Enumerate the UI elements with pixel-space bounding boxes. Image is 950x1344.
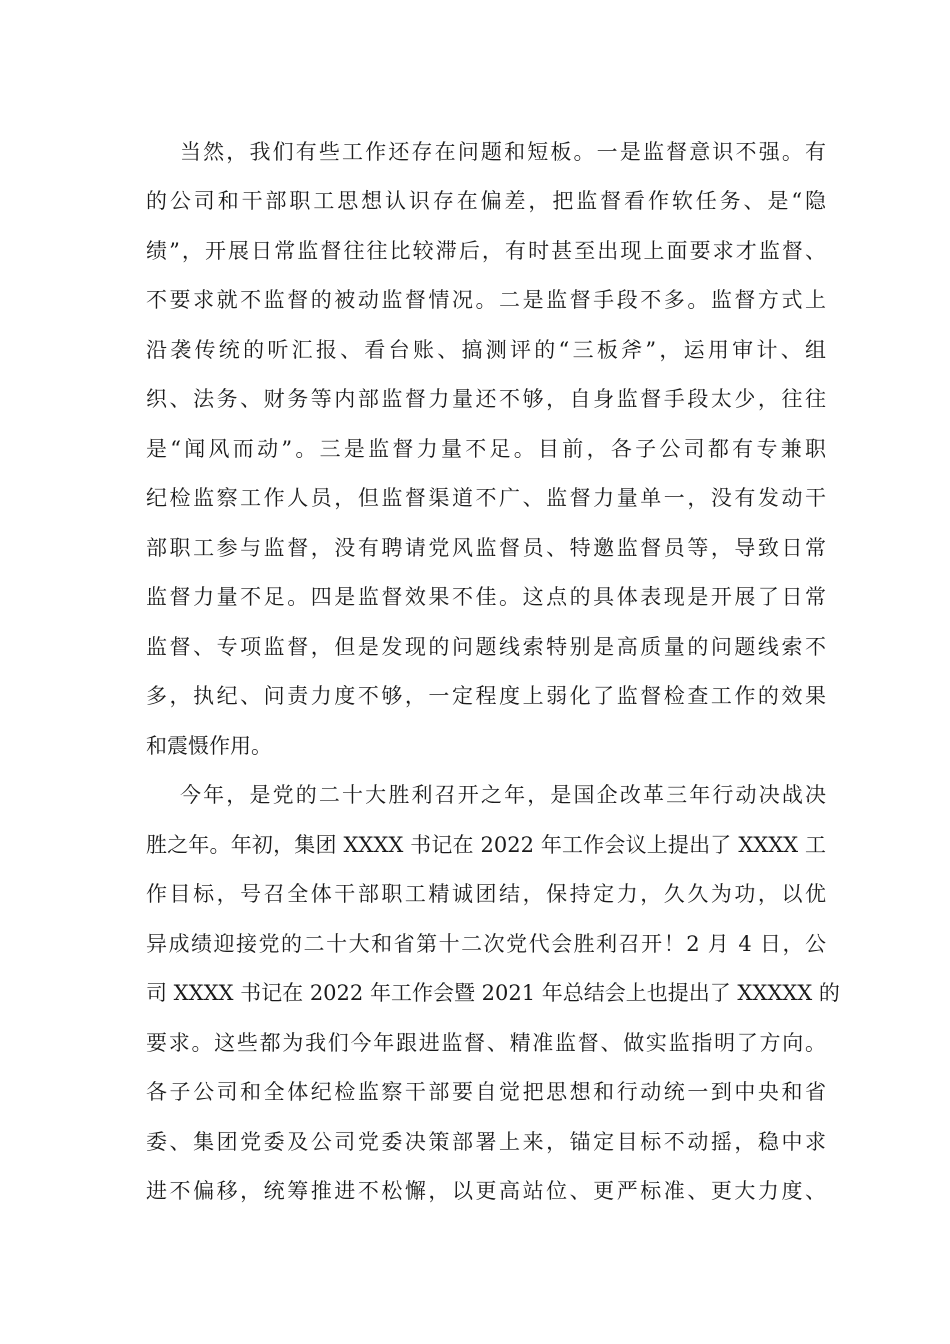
- paragraph-1-line-9: 部职工参与监督，没有聘请党风监督员、特邀监督员等，导致日常: [146, 536, 826, 560]
- paragraph-2-line-9: 进不偏移，统筹推进不松懈，以更高站位、更严标准、更大力度、: [146, 1179, 826, 1203]
- paragraph-1-line-1: 当然，我们有些工作还存在问题和短板。一是监督意识不强。有: [180, 140, 826, 164]
- paragraph-2-line-2: 胜之年。年初，集团 XXXX 书记在 2022 年工作会议上提出了 XXXX 工: [146, 833, 826, 857]
- paragraph-1-line-7: 是“闻风而动”。三是监督力量不足。目前，各子公司都有专兼职: [146, 437, 826, 461]
- paragraph-1-line-2: 的公司和干部职工思想认识存在偏差，把监督看作软任务、是“隐: [146, 189, 826, 213]
- paragraph-2-line-5: 司 XXXX 书记在 2022 年工作会暨 2021 年总结会上也提出了 XXXXX 的: [146, 981, 840, 1005]
- paragraph-1-line-3: 绩”，开展日常监督往往比较滞后，有时甚至出现上面要求才监督、: [146, 239, 826, 263]
- paragraph-2-line-8: 委、集团党委及公司党委决策部署上来，锚定目标不动摇，稳中求: [146, 1130, 826, 1154]
- paragraph-1-line-11: 监督、专项监督，但是发现的问题线索特别是高质量的问题线索不: [146, 635, 826, 659]
- paragraph-1-line-10: 监督力量不足。四是监督效果不佳。这点的具体表现是开展了日常: [146, 585, 826, 609]
- paragraph-2-line-7: 各子公司和全体纪检监察干部要自觉把思想和行动统一到中央和省: [146, 1080, 826, 1104]
- paragraph-1-line-8: 纪检监察工作人员，但监督渠道不广、监督力量单一，没有发动干: [146, 486, 826, 510]
- paragraph-1-line-5: 沿袭传统的听汇报、看台账、搞测评的“三板斧”，运用审计、组: [146, 338, 826, 362]
- paragraph-2-line-4: 异成绩迎接党的二十大和省第十二次党代会胜利召开！2 月 4 日，公: [146, 932, 826, 956]
- paragraph-1-line-13: 和震慑作用。: [146, 734, 272, 758]
- paragraph-1-line-4: 不要求就不监督的被动监督情况。二是监督手段不多。监督方式上: [146, 288, 826, 312]
- paragraph-1-line-12: 多，执纪、问责力度不够，一定程度上弱化了监督检查工作的效果: [146, 684, 826, 708]
- paragraph-1-line-6: 织、法务、财务等内部监督力量还不够，自身监督手段太少，往往: [146, 387, 826, 411]
- paragraph-2-line-6: 要求。这些都为我们今年跟进监督、精准监督、做实监指明了方向。: [146, 1031, 826, 1055]
- paragraph-2-line-1: 今年，是党的二十大胜利召开之年，是国企改革三年行动决战决: [180, 783, 826, 807]
- paragraph-2-line-3: 作目标，号召全体干部职工精诚团结，保持定力，久久为功，以优: [146, 882, 826, 906]
